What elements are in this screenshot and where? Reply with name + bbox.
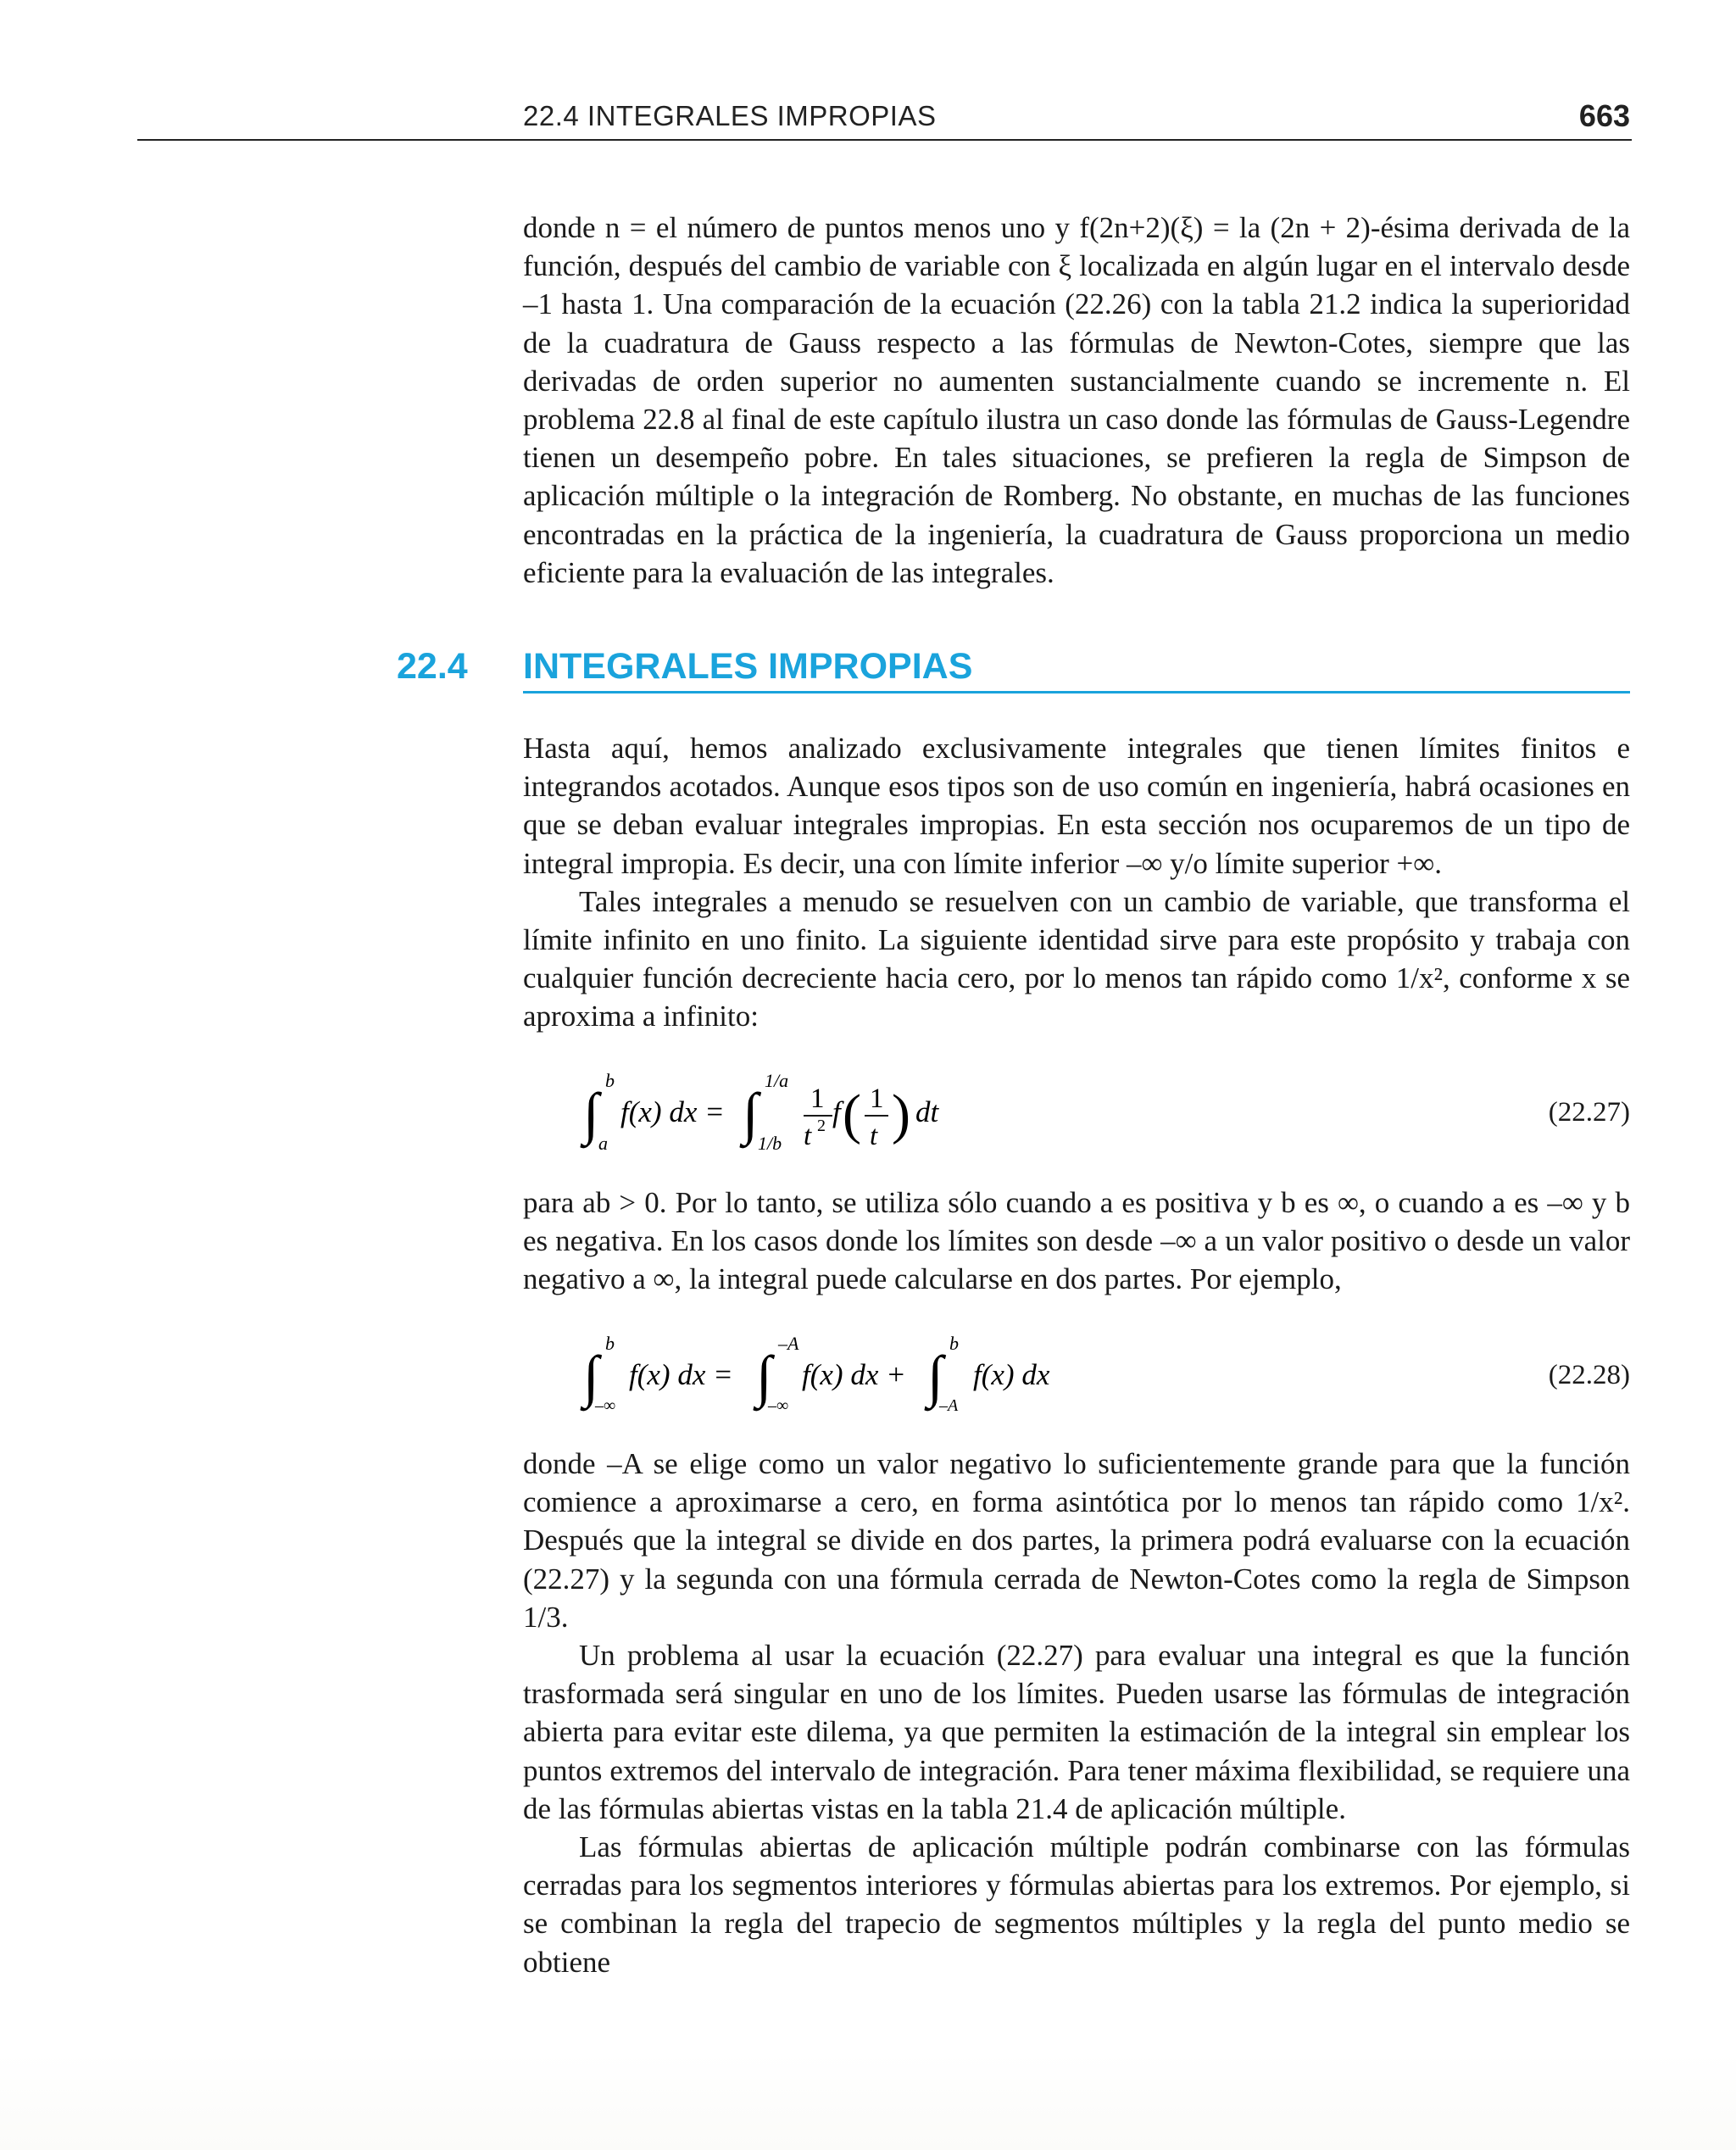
paragraph-choose-A: donde –A se elige como un valor negativo lo suficientemente grande para que la función comience a aproximarse a cero, en forma asintótica por lo menos tan rápido como 1/x². Después que la integral se divide en dos partes, la primera podrá evaluarse con la ecuación (22.27) y la segunda con una fórmula cerrada de Newton-Cotes como la regla de Simpson 1/3.: [523, 1447, 1630, 1634]
integral-upper-limit: b: [605, 1333, 615, 1354]
equation-22-27: [576, 1067, 1630, 1160]
section-title: INTEGRALES IMPROPIAS: [523, 646, 973, 687]
equation-22-27-formula: [576, 1067, 1255, 1160]
equation-22-28: [576, 1331, 1630, 1424]
fraction-numerator: 1: [810, 1083, 825, 1114]
body-block-c: [523, 1445, 1630, 1981]
integral-lower-limit: –A: [939, 1396, 959, 1415]
integral-sign: ∫: [743, 1081, 759, 1145]
equation-number: (22.28): [1548, 1360, 1630, 1390]
body-block-b: [523, 1184, 1630, 1299]
section-rule: [523, 691, 1630, 693]
exponent: 2: [817, 1117, 826, 1135]
paragraph-open-closed: Las fórmulas abiertas de aplicación múltiple podrán combinarse con las fórmulas cerradas para los segmentos interiores y fórmulas abiertas para los extremos. Por ejemplo, si se combinan la regla del trapecio de segmentos múltiples y la regla del punto medio se obtiene: [523, 1830, 1630, 1979]
paragraph-improper-intro: Hasta aquí, hemos analizado exclusivamente integrales que tienen límites finitos e integrandos acotados. Aunque esos tipos son de uso común en ingeniería, habrá ocasiones en que se deban evaluar integrales impropias. En esta sección nos ocuparemos de un tipo de integral impropia. Es decir, una con límite inferior –∞ y/o límite superior +∞.: [523, 732, 1630, 880]
page-number: 663: [1578, 98, 1630, 133]
integral-sign: ∫: [927, 1344, 943, 1408]
intro-paragraph-block: [523, 209, 1630, 592]
integral-lower-limit: 1/b: [758, 1133, 782, 1154]
integrand: f(x) dx: [973, 1358, 1050, 1391]
left-paren: (: [843, 1083, 861, 1145]
differential: dt: [915, 1095, 939, 1128]
integral-lower-limit: –∞: [595, 1396, 616, 1415]
integrand: f(x) dx +: [802, 1358, 906, 1391]
integral-upper-limit: b: [949, 1333, 959, 1354]
paragraph-conditions: para ab > 0. Por lo tanto, se utiliza sólo cuando a es positiva y b es ∞, o cuando a es –∞ y b es negativa. En los casos donde los límites son desde –∞ a un valor positivo o desde un valor negativo a ∞, la integral puede calcularse en dos partes. Por ejemplo,: [523, 1186, 1630, 1296]
integral-upper-limit: 1/a: [765, 1070, 789, 1091]
fraction-denominator: t: [804, 1121, 812, 1151]
function-symbol: f: [832, 1095, 841, 1128]
integral-lower-limit: –∞: [768, 1396, 789, 1415]
page-background-shade: [0, 2052, 1736, 2150]
integral-upper-limit: b: [605, 1070, 615, 1091]
integrand-lhs: f(x) dx =: [620, 1095, 725, 1128]
running-title: 22.4 INTEGRALES IMPROPIAS: [523, 100, 937, 131]
body-block-a: [523, 729, 1630, 1036]
integral-upper-limit: –A: [778, 1333, 799, 1354]
paragraph-singularity: Un problema al usar la ecuación (22.27) para evaluar una integral es que la función trasformada será singular en uno de los límites. Pueden usarse las fórmulas de integración abierta para evitar este dilema, ya que permiten la estimación de la integral sin emplear los puntos extremos del intervalo de integración. Para tener máxima flexibilidad, se requiere una de las fórmulas abiertas vistas en la tabla 21.4 de aplicación múltiple.: [523, 1639, 1630, 1825]
paragraph-change-of-variable: Tales integrales a menudo se resuelven con un cambio de variable, que transforma el límite infinito en uno finito. La siguiente identidad sirve para este propósito y trabaja con cualquier función decreciente hacia cero, por lo menos tan rápido como 1/x², conforme x se aproxima a infinito:: [523, 884, 1630, 1033]
equation-number: (22.27): [1548, 1097, 1630, 1128]
intro-paragraph: donde n = el número de puntos menos uno y f(2n+2)(ξ) = la (2n + 2)-ésima derivada de la función, después del cambio de variable con ξ localizada en algún lugar en el intervalo desde –1 hasta 1. Una comparación de la ecuación (22.26) con la tabla 21.2 indica la superioridad de la cuadratura de Gauss respecto a las fórmulas de Newton-Cotes, siempre que las derivadas de orden superior no aumenten sustancialmente cuando se incremente n. El problema 22.8 al final de este capítulo ilustra un caso donde las fórmulas de Gauss-Legendre tienen un desempeño pobre. En tales situaciones, se prefieren la regla de Simpson de aplicación múltiple o la integración de Romberg. No obstante, en muchas de las funciones encontradas en la práctica de la ingeniería, la cuadratura de Gauss proporciona un medio eficiente para la evaluación de las integrales.: [523, 211, 1630, 589]
integrand: f(x) dx =: [629, 1358, 733, 1391]
right-paren: ): [892, 1083, 910, 1145]
integral-sign: ∫: [583, 1081, 599, 1145]
integral-sign: ∫: [583, 1344, 599, 1408]
section-number: 22.4: [397, 646, 468, 687]
integral-lower-limit: a: [598, 1133, 608, 1154]
equation-22-28-formula: [576, 1331, 1255, 1424]
fraction-numerator: 1: [870, 1083, 884, 1114]
section-heading: [397, 646, 1630, 693]
running-header: [137, 95, 1632, 141]
fraction-denominator: t: [870, 1121, 878, 1151]
integral-sign: ∫: [756, 1344, 772, 1408]
